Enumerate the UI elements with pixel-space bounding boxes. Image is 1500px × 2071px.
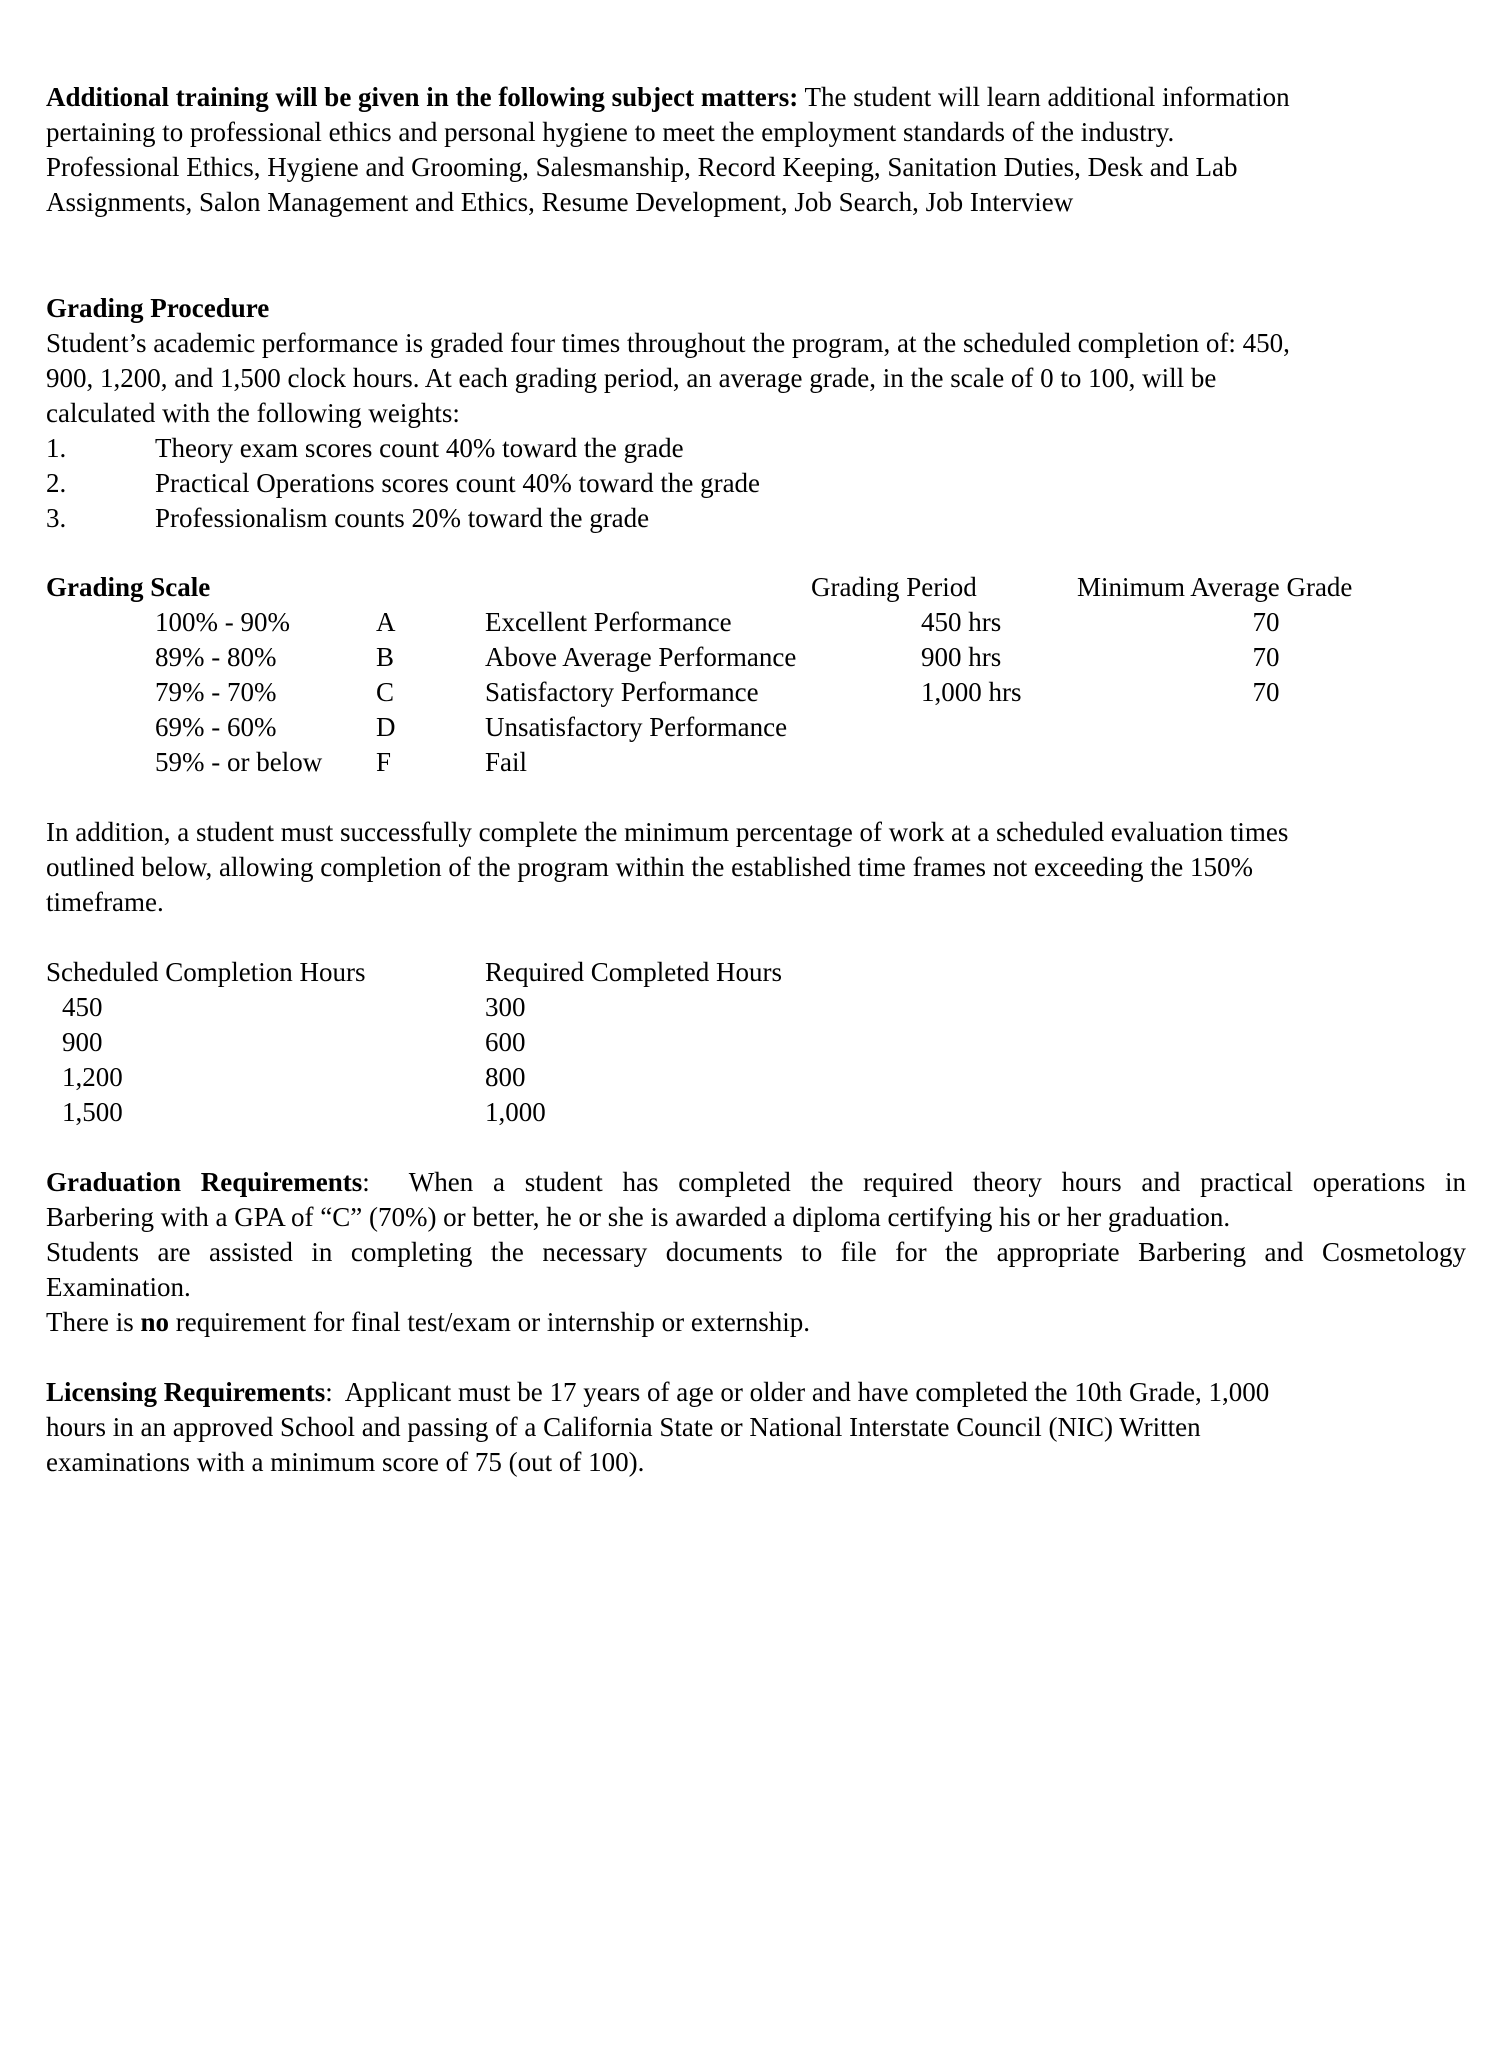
table-cell-scheduled: 1,500: [62, 1097, 123, 1127]
grading-procedure-line-2: 900, 1,200, and 1,500 clock hours. At each grading period, an average grade, in the scale of 0 to 100, will be: [46, 363, 1217, 393]
addition-line-2: outlined below, allowing completion of the program within the established time frames not exceeding the 150%: [46, 852, 1253, 882]
grading-procedure-line-1: Student’s academic performance is graded four times throughout the program, at the scheduled completion of: 450,: [46, 328, 1290, 358]
table-cell-required: 800: [485, 1062, 526, 1092]
grade-description: Excellent Performance: [485, 607, 732, 637]
grading-period: 1,000 hrs: [921, 677, 1022, 707]
table-cell-scheduled: 1,200: [62, 1062, 123, 1092]
licensing-line-2: hours in an approved School and passing of a California State or National Interstate Council (NIC) Written: [46, 1412, 1201, 1442]
grade-range: 89% - 80%: [155, 642, 277, 672]
addition-line-3: timeframe.: [46, 887, 164, 917]
additional-training-line-1: Additional training will be given in the following subject matters: The student will learn additional information: [46, 82, 1290, 112]
weight-number: 3.: [46, 503, 67, 533]
min-grade: 70: [1252, 642, 1280, 672]
grade-letter: D: [376, 712, 396, 742]
min-average-grade-header: Minimum Average Grade: [1077, 572, 1353, 602]
graduation-line-3: Students are assisted in completing the necessary documents to file for the appropriate Barbering and Cosmetology: [46, 1237, 1466, 1267]
grade-description: Satisfactory Performance: [485, 677, 759, 707]
grade-range: 59% - or below: [155, 747, 323, 777]
additional-training-line-3: Professional Ethics, Hygiene and Grooming, Salesmanship, Record Keeping, Sanitation Duties, Desk and Lab: [46, 152, 1238, 182]
grading-procedure-line-3: calculated with the following weights:: [46, 398, 460, 428]
grading-period-header: Grading Period: [811, 572, 977, 602]
graduation-heading: Graduation Requirements: [46, 1167, 363, 1197]
emphasis-no: no: [140, 1307, 169, 1337]
licensing-line-1: Licensing Requirements: Applicant must be 17 years of age or older and have completed the 10th Grade, 1,000: [46, 1377, 1270, 1407]
weight-text: Professionalism counts 20% toward the grade: [155, 503, 650, 533]
weight-text: Practical Operations scores count 40% toward the grade: [155, 468, 761, 498]
min-grade: 70: [1252, 677, 1280, 707]
graduation-line-4: Examination.: [46, 1272, 191, 1302]
weight-number: 1.: [46, 433, 67, 463]
grading-period: 450 hrs: [921, 607, 1002, 637]
grade-letter: A: [376, 607, 396, 637]
table-cell-scheduled: 450: [62, 992, 103, 1022]
addition-line-1: In addition, a student must successfully complete the minimum percentage of work at a scheduled evaluation times: [46, 817, 1289, 847]
grade-range: 100% - 90%: [155, 607, 290, 637]
table-cell-required: 1,000: [485, 1097, 546, 1127]
graduation-line-1: Graduation Requirements: When a student has completed the required theory hours and practical operations in: [46, 1167, 1466, 1197]
grade-range: 79% - 70%: [155, 677, 277, 707]
table-header-required: Required Completed Hours: [485, 957, 782, 987]
grade-letter: B: [376, 642, 395, 672]
table-cell-required: 300: [485, 992, 526, 1022]
grading-period: 900 hrs: [921, 642, 1002, 672]
licensing-heading: Licensing Requirements: [46, 1377, 326, 1407]
weight-number: 2.: [46, 468, 67, 498]
grade-description: Above Average Performance: [485, 642, 797, 672]
grade-letter: F: [376, 747, 392, 777]
table-header-scheduled: Scheduled Completion Hours: [46, 957, 366, 987]
table-cell-required: 600: [485, 1027, 526, 1057]
grade-range: 69% - 60%: [155, 712, 277, 742]
grade-letter: C: [376, 677, 395, 707]
min-grade: 70: [1252, 607, 1280, 637]
grading-scale-heading: Grading Scale: [46, 572, 211, 602]
table-cell-scheduled: 900: [62, 1027, 103, 1057]
graduation-note: There is no requirement for final test/exam or internship or externship.: [46, 1307, 811, 1337]
additional-training-line-4: Assignments, Salon Management and Ethics, Resume Development, Job Search, Job Interview: [46, 187, 1074, 217]
grade-description: Fail: [485, 747, 528, 777]
graduation-line-2: Barbering with a GPA of “C” (70%) or better, he or she is awarded a diploma certifying his or her graduation.: [46, 1202, 1231, 1232]
weight-text: Theory exam scores count 40% toward the grade: [155, 433, 684, 463]
licensing-line-3: examinations with a minimum score of 75 (out of 100).: [46, 1447, 645, 1477]
grading-procedure-heading: Grading Procedure: [46, 293, 270, 323]
grade-description: Unsatisfactory Performance: [485, 712, 788, 742]
additional-training-heading: Additional training will be given in the following subject matters:: [46, 82, 799, 112]
additional-training-line-2: pertaining to professional ethics and personal hygiene to meet the employment standards of the industry.: [46, 117, 1175, 147]
